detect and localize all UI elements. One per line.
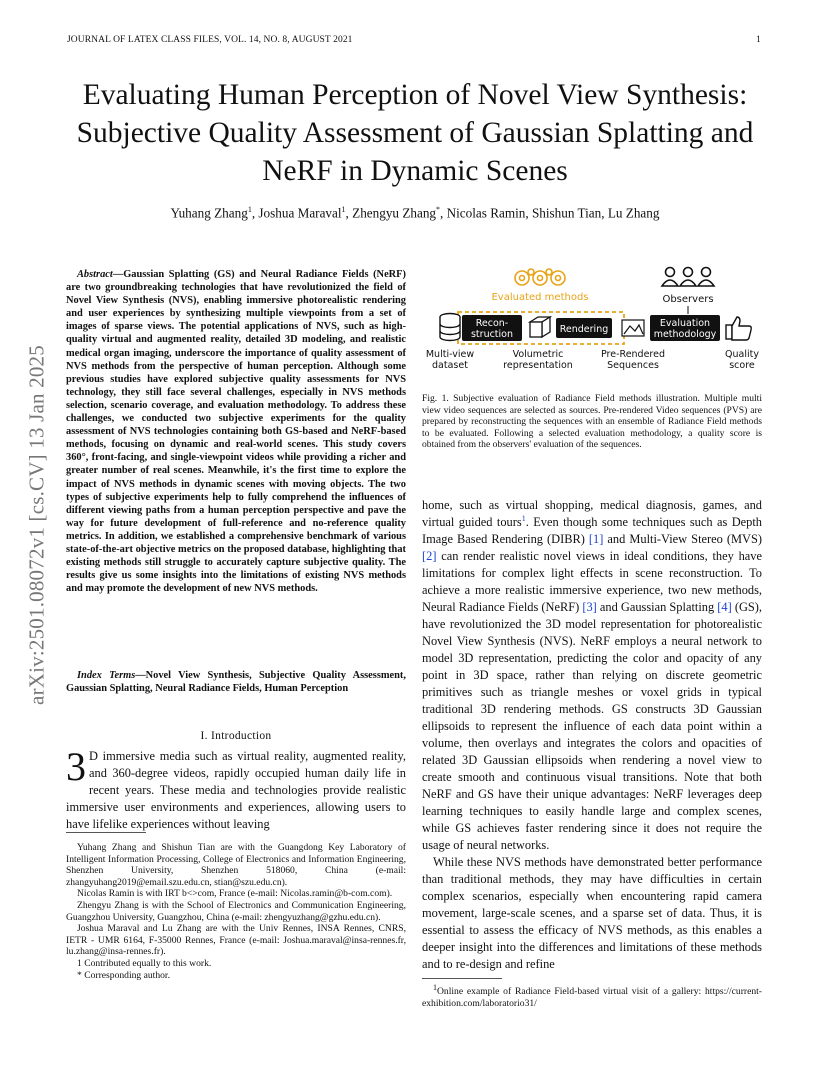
abstract-text: Gaussian Splatting (GS) and Neural Radiance Fields (NeRF) are two groundbreaking technologies that have revolutionized the field of Novel View Synthesis (NVS), enabling immersive photorealistic rendering and user experiences by synthesizing multiple viewpoints from a set of images of sparse views. The potential applications of NVS, such as high-quality virtual and augmented reality, detailed 3D modeling, and realistic medical organ imaging, underscore the importance of quality assessment of NVS methods from the perspective of human perception. Although some previous studies have explored subjective quality assessments for NVS technology, they still face several challenges, especially in NVS methods selection, scenario coverage, and evaluation methodology. To address these challenges, we conducted two subjective experiments for the quality assessment of NVS technologies containing both GS-based and NeRF-based methods, focusing on dynamic and real-world scenes. This study covers 360°, front-facing, and single-viewpoint videos while providing a richer and greater number of real scenes. Meanwhile, it's the first time to explore the impact of NVS methods in dynamic scenes with moving objects. The two types of subjective experiments help to fully comprehend the influences of different viewing paths from a human perception perspective and pave the way for future development of full-reference and no-reference quality metrics. In addition, we established a comprehensive benchmark of various state-of-the-art objective metrics on the proposed database, highlighting that existing methods still struggle to accurately capture subjective quality. The results give us some insights into the limitations of existing NVS methods and may promote the development of new NVS methods. <box>66 269 406 595</box>
index-terms: Index Terms—Novel View Synthesis, Subjective Quality Assessment, Gaussian Splatting, Neural Radiance Fields, Human Perception <box>66 670 406 695</box>
author-name: Shishun Tian <box>531 205 602 221</box>
footnote-rule-right <box>422 978 502 979</box>
footnote-ref[interactable]: 1 <box>521 513 526 523</box>
database-icon <box>440 314 460 341</box>
dropcap: 3 <box>66 744 86 789</box>
index-terms-label: Index Terms <box>77 670 136 681</box>
author-list: Yuhang Zhang$^1$, Joshua Maraval$^1$, Zhengyu Zhang*, Nicolas Ramin, Shishun Tian, Lu Zhang <box>170 205 660 221</box>
intro-paragraph <box>66 744 406 833</box>
multiview-label-2: dataset <box>432 360 468 371</box>
observers-label: Observers <box>662 294 714 305</box>
abstract: Abstract—Gaussian Splatting (GS) and Neural Radiance Fields (NeRF) are two groundbreaking technologies that have revolutionized the field of Novel View Synthesis (NVS), enabling immersive photorealistic rendering and user experiences by synthesizing multiple viewpoints from a set of images of sparse views. The potential applications of NVS, such as high-quality virtual and augmented reality, detailed 3D modeling, and realistic medical organ imaging, underscore the importance of quality assessment of NVS methods from the perspective of human perception. Although some previous studies have explored subjective quality assessments for NVS technology, they still face several challenges, especially in NVS methods selection, scenario coverage, and evaluation methodology. To address these challenges, we conducted two subjective experiments for the quality assessment of NVS technologies containing both GS-based and NeRF-based methods, focusing on dynamic and real-world scenes. This study covers 360°, front-facing, and single-viewpoint videos while providing a richer and greater number of real scenes. Meanwhile, it's the first time to explore the impact of NVS methods in dynamic scenes with moving objects. The two types of subjective experiments help to fully comprehend the influences of different viewing paths from a human perception perspective and pave the way for future development of full-reference and no-reference quality metrics. In addition, we established a comprehensive benchmark of various state-of-the-art objective metrics on the proposed database, highlighting that existing methods still struggle to accurately capture subjective quality. The results give us some insights into the limitations of existing NVS methods and may promote the development of new NVS methods. <box>66 269 406 595</box>
citation-link[interactable]: [4] <box>717 600 732 614</box>
footnote-mark: 1 <box>433 982 437 992</box>
evaluation-label-1: Evaluation <box>659 318 711 329</box>
gears-icon <box>515 269 565 285</box>
affiliation-2: Nicolas Ramin is with IRT b<>com, France (e-mail: Nicolas.ramin@b-com.com). <box>77 888 393 900</box>
footnote-rule-left <box>66 832 146 833</box>
footnote <box>422 982 762 1009</box>
author-mark: * <box>436 205 441 214</box>
page-number: 1 <box>756 35 761 45</box>
intro-text: D immersive media such as virtual reality, augmented reality, and 360-degree videos, rapidly occupied human daily life in recent years. These media and technologies provide realistic immersive user environments and experiences, allowing users to have lifelike experiences without leaving <box>66 749 406 831</box>
film-icon <box>622 320 644 336</box>
author-name: Nicolas Ramin <box>446 205 526 221</box>
citation-link[interactable]: [1] <box>588 532 604 546</box>
evaluated-methods-label: Evaluated methods <box>491 292 589 303</box>
citation-link[interactable]: [3] <box>582 600 597 614</box>
reconstruction-label-2: struction <box>470 329 514 340</box>
author-name: Joshua Maraval <box>258 205 342 221</box>
running-header: JOURNAL OF LATEX CLASS FILES, VOL. 14, NO. 8, AUGUST 2021 <box>67 35 353 45</box>
figure-1-diagram <box>422 262 762 374</box>
volumetric-label-1: Volumetric <box>512 349 564 360</box>
affiliation-4: Joshua Maraval and Lu Zhang are with the Univ Rennes, INSA Rennes, CNRS, IETR - UMR 6164, F-35000 Rennes, France (e-mail: Joshua.maraval@insa-rennes.fr, lu.zhang@insa-rennes.fr). <box>66 923 406 958</box>
affiliation-1: Yuhang Zhang and Shishun Tian are with the Guangdong Key Laboratory of Intelligent Information Processing, College of Electronics and Information Engineering, Shenzhen University, Shenzhen 518060, China (e-mail: zhangyuhang2019@email.szu.edu.cn, stian@szu.edu.cn). <box>66 842 406 888</box>
paper-title: Evaluating Human Perception of Novel View Synthesis: Subjective Quality Assessment of Gaussian Splatting and NeRF in Dynamic Scenes <box>76 79 754 187</box>
multiview-label-1: Multi-view <box>425 349 475 360</box>
quality-label-1: Quality <box>725 349 759 360</box>
citation-link[interactable]: [2] <box>422 549 437 563</box>
thumbs-up-icon <box>726 317 751 340</box>
author-name: Yuhang Zhang <box>170 205 248 221</box>
author-name: Lu Zhang <box>607 205 660 221</box>
reconstruction-label-1: Recon- <box>475 318 509 329</box>
corresponding-author-note: * Corresponding author. <box>77 969 170 981</box>
affiliations <box>66 842 406 981</box>
author-name: Zhengyu Zhang <box>352 205 437 221</box>
abstract-label: Abstract <box>77 269 113 280</box>
prerendered-label-1: Pre-Rendered <box>600 349 666 360</box>
affiliation-3: Zhengyu Zhang is with the School of Electronics and Communication Engineering, Guangzhou University, Guangzhou, China (e-mail: zhengyuzhang@gzhu.edu.cn). <box>66 899 406 923</box>
index-terms-text: Novel View Synthesis, Subjective Quality Assessment, Gaussian Splatting, Neural Radiance Fields, Human Perception <box>66 670 406 695</box>
rendering-label: Rendering <box>559 324 609 335</box>
figure-caption: Fig. 1. Subjective evaluation of Radiance Field methods illustration. Multiple multi view video sequences are selected as sources. Pre-rendered Video sequences (PVS) are prepared by reconstructing the sequences with an ensemble of Radiance Field methods to be evaluated. Following a selected evaluation methodology, a quality score is obtained from the observers' evaluation of the sequences. <box>422 393 762 451</box>
body-paragraph-2: While these NVS methods have demonstrated better performance than traditional methods, they may have difficulties in certain complex scenarios, especially when encountering rapid camera movement, large-scale scenes, and a sparse set of data. Thus, it is essential to assess the efficacy of NVS methods, as this enables a deeper insight into the differences and limitations of these methods and to re-design and refine <box>422 855 762 971</box>
cube-icon <box>530 317 550 337</box>
arxiv-sidebar <box>20 290 54 760</box>
equal-contribution-note: 1 Contributed equally to this work. <box>77 957 212 969</box>
volumetric-label-2: representation <box>503 360 573 371</box>
observers-icon <box>662 268 714 287</box>
author-mark: 1 <box>341 205 346 214</box>
body-paragraph-1: home, such as virtual shopping, medical diagnosis, games, and virtual guided tours$^1$. Even though some techniques such as Depth Image Based Rendering (DIBR) [1] and Multi-View Stereo (MVS) [2] can render realistic novel views in ideal conditions, they have limitations for complex light effects in scene reconstruction. To achieve a more realistic immersive experience, two new methods, Neural Radiance Fields (NeRF) [3] and Gaussian Splatting [4] (GS), have revolutionized the 3D model representation for photorealistic Novel View Synthesis (NVS). NeRF employs a neural network to model 3D representation, predicting the color and opacity of any point in 3D space, rather than relying on discrete geometric primitives such as triangle meshes or voxel grids in typical traditional 3D rendering methods. GS constructs 3D Gaussian ellipsoids to represent the influence of each data point within a volume, then overlays and integrates the colors and opacities of related 3D Gaussian ellipsoids when rendering a novel view to create smooth and continuous visual transitions. Note that both NeRF and GS have their unique advantages: NeRF leverages deep learning techniques to easily handle large and complex scenes, while GS achieves faster rendering since it does not require the usage of neural networks. <box>422 498 763 852</box>
evaluation-label-2: methodology <box>653 329 717 340</box>
section-heading: I. Introduction <box>200 730 272 742</box>
body-text-right <box>422 497 762 973</box>
author-mark: 1 <box>247 205 252 214</box>
prerendered-label-2: Sequences <box>607 360 659 371</box>
footnote-text: Online example of Radiance Field-based virtual visit of a gallery: https://current-exhibition.com/laboratorio31/ <box>422 986 762 1009</box>
arxiv-identifier: arXiv:2501.08072v1 [cs.CV] 13 Jan 2025 <box>24 345 49 705</box>
quality-label-2: score <box>729 360 755 371</box>
